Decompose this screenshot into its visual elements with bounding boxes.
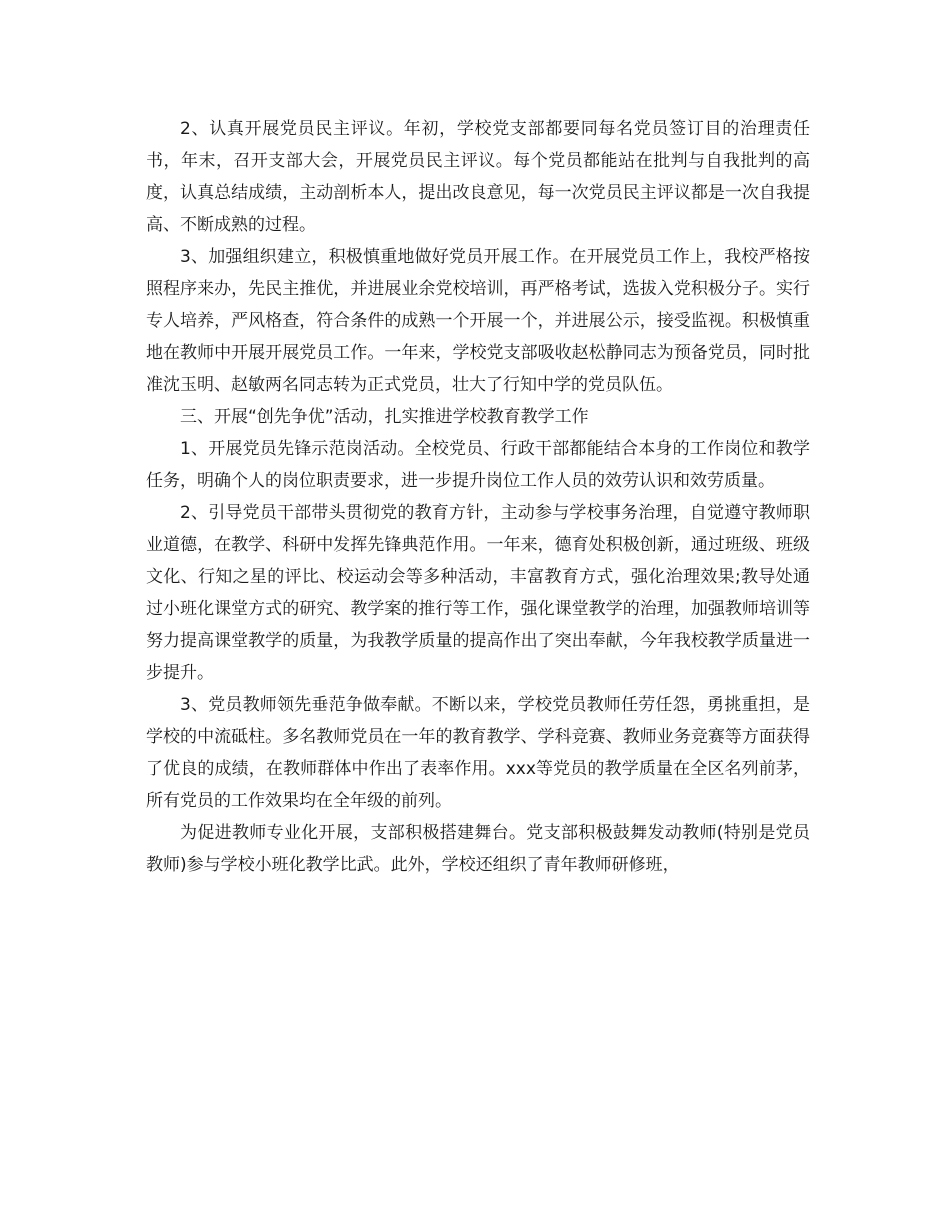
document-body xyxy=(146,113,810,881)
paragraph-organization-building: 3、加强组织建立，积极慎重地做好党员开展工作。在开展党员工作上，我校严格按照程序来办，先民主推优，并进展业余党校培训，再严格考试，选拔入党积极分子。实行专人培养，严风格查，符合条件的成熟一个开展一个，并进展公示，接受监视。积极慎重地在教师中开展开展党员工作。一年来，学校党支部吸收赵松静同志为预备党员，同时批准沈玉明、赵敏两名同志转为正式党员，壮大了行知中学的党员队伍。 xyxy=(146,247,810,395)
paragraph-model-post-activity: 1、开展党员先锋示范岗活动。全校党员、行政干部都能结合本身的工作岗位和教学任务，明确个人的岗位职责要求，进一步提升岗位工作人员的效劳认识和效劳质量。 xyxy=(146,439,810,491)
paragraph-teacher-development: 为促进教师专业化开展，支部积极搭建舞台。党支部积极鼓舞发动教师(特别是党员教师)参与学校小班化教学比武。此外，学校还组织了青年教师研修班， xyxy=(146,823,810,875)
paragraph-teacher-dedication: 3、党员教师领先垂范争做奉献。不断以来，学校党员教师任劳任怨，勇挑重担，是学校的中流砥柱。多名教师党员在一年的教育教学、学科竞赛、教师业务竞赛等方面获得了优良的成绩，在教师群体中作出了表率作用。xxx等党员的教学质量在全区名列前茅，所有党员的工作效果均在全年级的前列。 xyxy=(146,695,810,811)
paragraph-cadre-leadership: 2、引导党员干部带头贯彻党的教育方针，主动参与学校事务治理，自觉遵守教师职业道德，在教学、科研中发挥先锋典范作用。一年来，德育处积极创新，通过班级、班级文化、行知之星的评比、校运动会等多种活动，丰富教育方式，强化治理效果;教导处通过小班化课堂方式的研究、教学案的推行等工作，强化课堂教学的治理，加强教师培训等努力提高课堂教学的质量，为我教学质量的提高作出了突出奉献，今年我校教学质量进一步提升。 xyxy=(146,503,810,683)
paragraph-party-member-review: 2、认真开展党员民主评议。年初，学校党支部都要同每名党员签订目的治理责任书，年末，召开支部大会，开展党员民主评议。每个党员都能站在批判与自我批判的高度，认真总结成绩，主动剖析本人，提出改良意见，每一次党员民主评议都是一次自我提高、不断成熟的过程。 xyxy=(146,119,810,235)
section-heading-excellence-campaign: 三、开展“创先争优”活动，扎实推进学校教育教学工作 xyxy=(180,407,589,427)
